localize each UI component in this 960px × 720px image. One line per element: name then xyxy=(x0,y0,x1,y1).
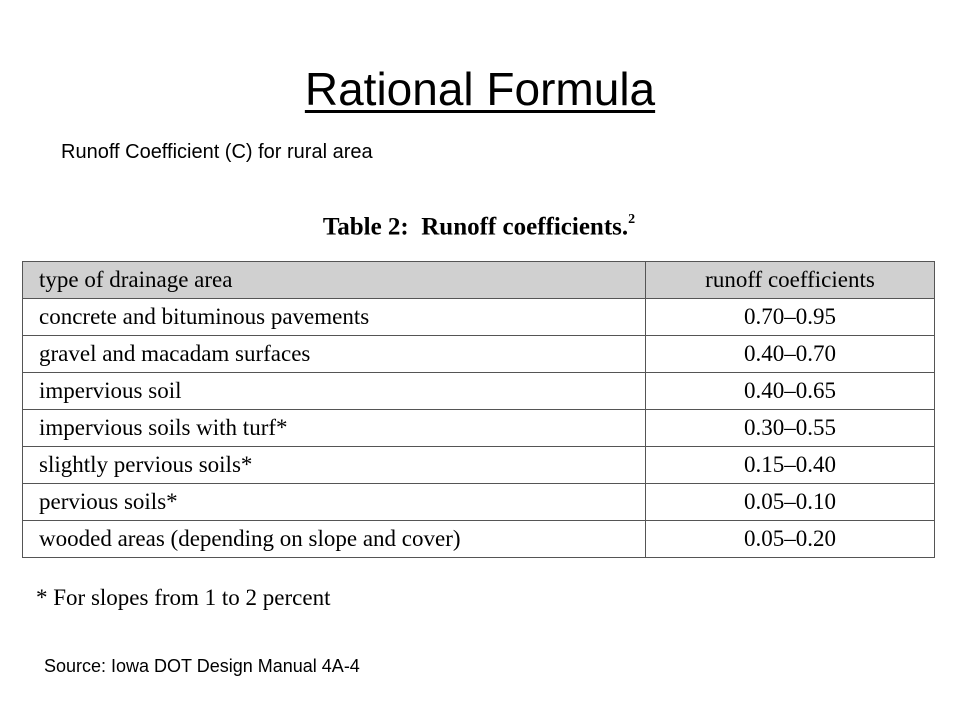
row-coefficient: 0.40–0.70 xyxy=(646,336,935,373)
source-citation: Source: Iowa DOT Design Manual 4A-4 xyxy=(44,656,360,676)
slide-title-text: Rational Formula xyxy=(304,63,656,115)
row-type: slightly pervious soils* xyxy=(23,447,646,484)
table-footnote: * For slopes from 1 to 2 percent xyxy=(36,585,331,610)
row-coefficient: 0.05–0.10 xyxy=(646,484,935,521)
header-coefficient: runoff coefficients xyxy=(646,262,935,299)
table-row xyxy=(23,521,935,558)
table-row xyxy=(23,410,935,447)
table-row xyxy=(23,373,935,410)
table-header-row xyxy=(23,262,935,299)
row-type: gravel and macadam surfaces xyxy=(23,336,646,373)
runoff-coefficients-table xyxy=(22,261,935,558)
row-coefficient: 0.70–0.95 xyxy=(646,299,935,336)
row-type: pervious soils* xyxy=(23,484,646,521)
row-type: concrete and bituminous pavements xyxy=(23,299,646,336)
table-row xyxy=(23,447,935,484)
slide-title xyxy=(0,58,960,120)
row-coefficient: 0.15–0.40 xyxy=(646,447,935,484)
row-coefficient: 0.30–0.55 xyxy=(646,410,935,447)
table-caption-superscript: 2 xyxy=(628,212,636,227)
header-type: type of drainage area xyxy=(23,262,646,299)
table-caption xyxy=(22,200,936,249)
row-type: impervious soil xyxy=(23,373,646,410)
row-type: impervious soils with turf* xyxy=(23,410,646,447)
slide-subtitle: Runoff Coefficient (C) for rural area xyxy=(61,141,373,163)
table-caption-text: Table 2: Runoff coefficients. xyxy=(322,213,629,241)
table-row xyxy=(23,299,935,336)
table-row xyxy=(23,336,935,373)
table-row xyxy=(23,484,935,521)
row-coefficient: 0.05–0.20 xyxy=(646,521,935,558)
runoff-table-figure xyxy=(22,200,936,620)
row-coefficient: 0.40–0.65 xyxy=(646,373,935,410)
row-type: wooded areas (depending on slope and cover) xyxy=(23,521,646,558)
